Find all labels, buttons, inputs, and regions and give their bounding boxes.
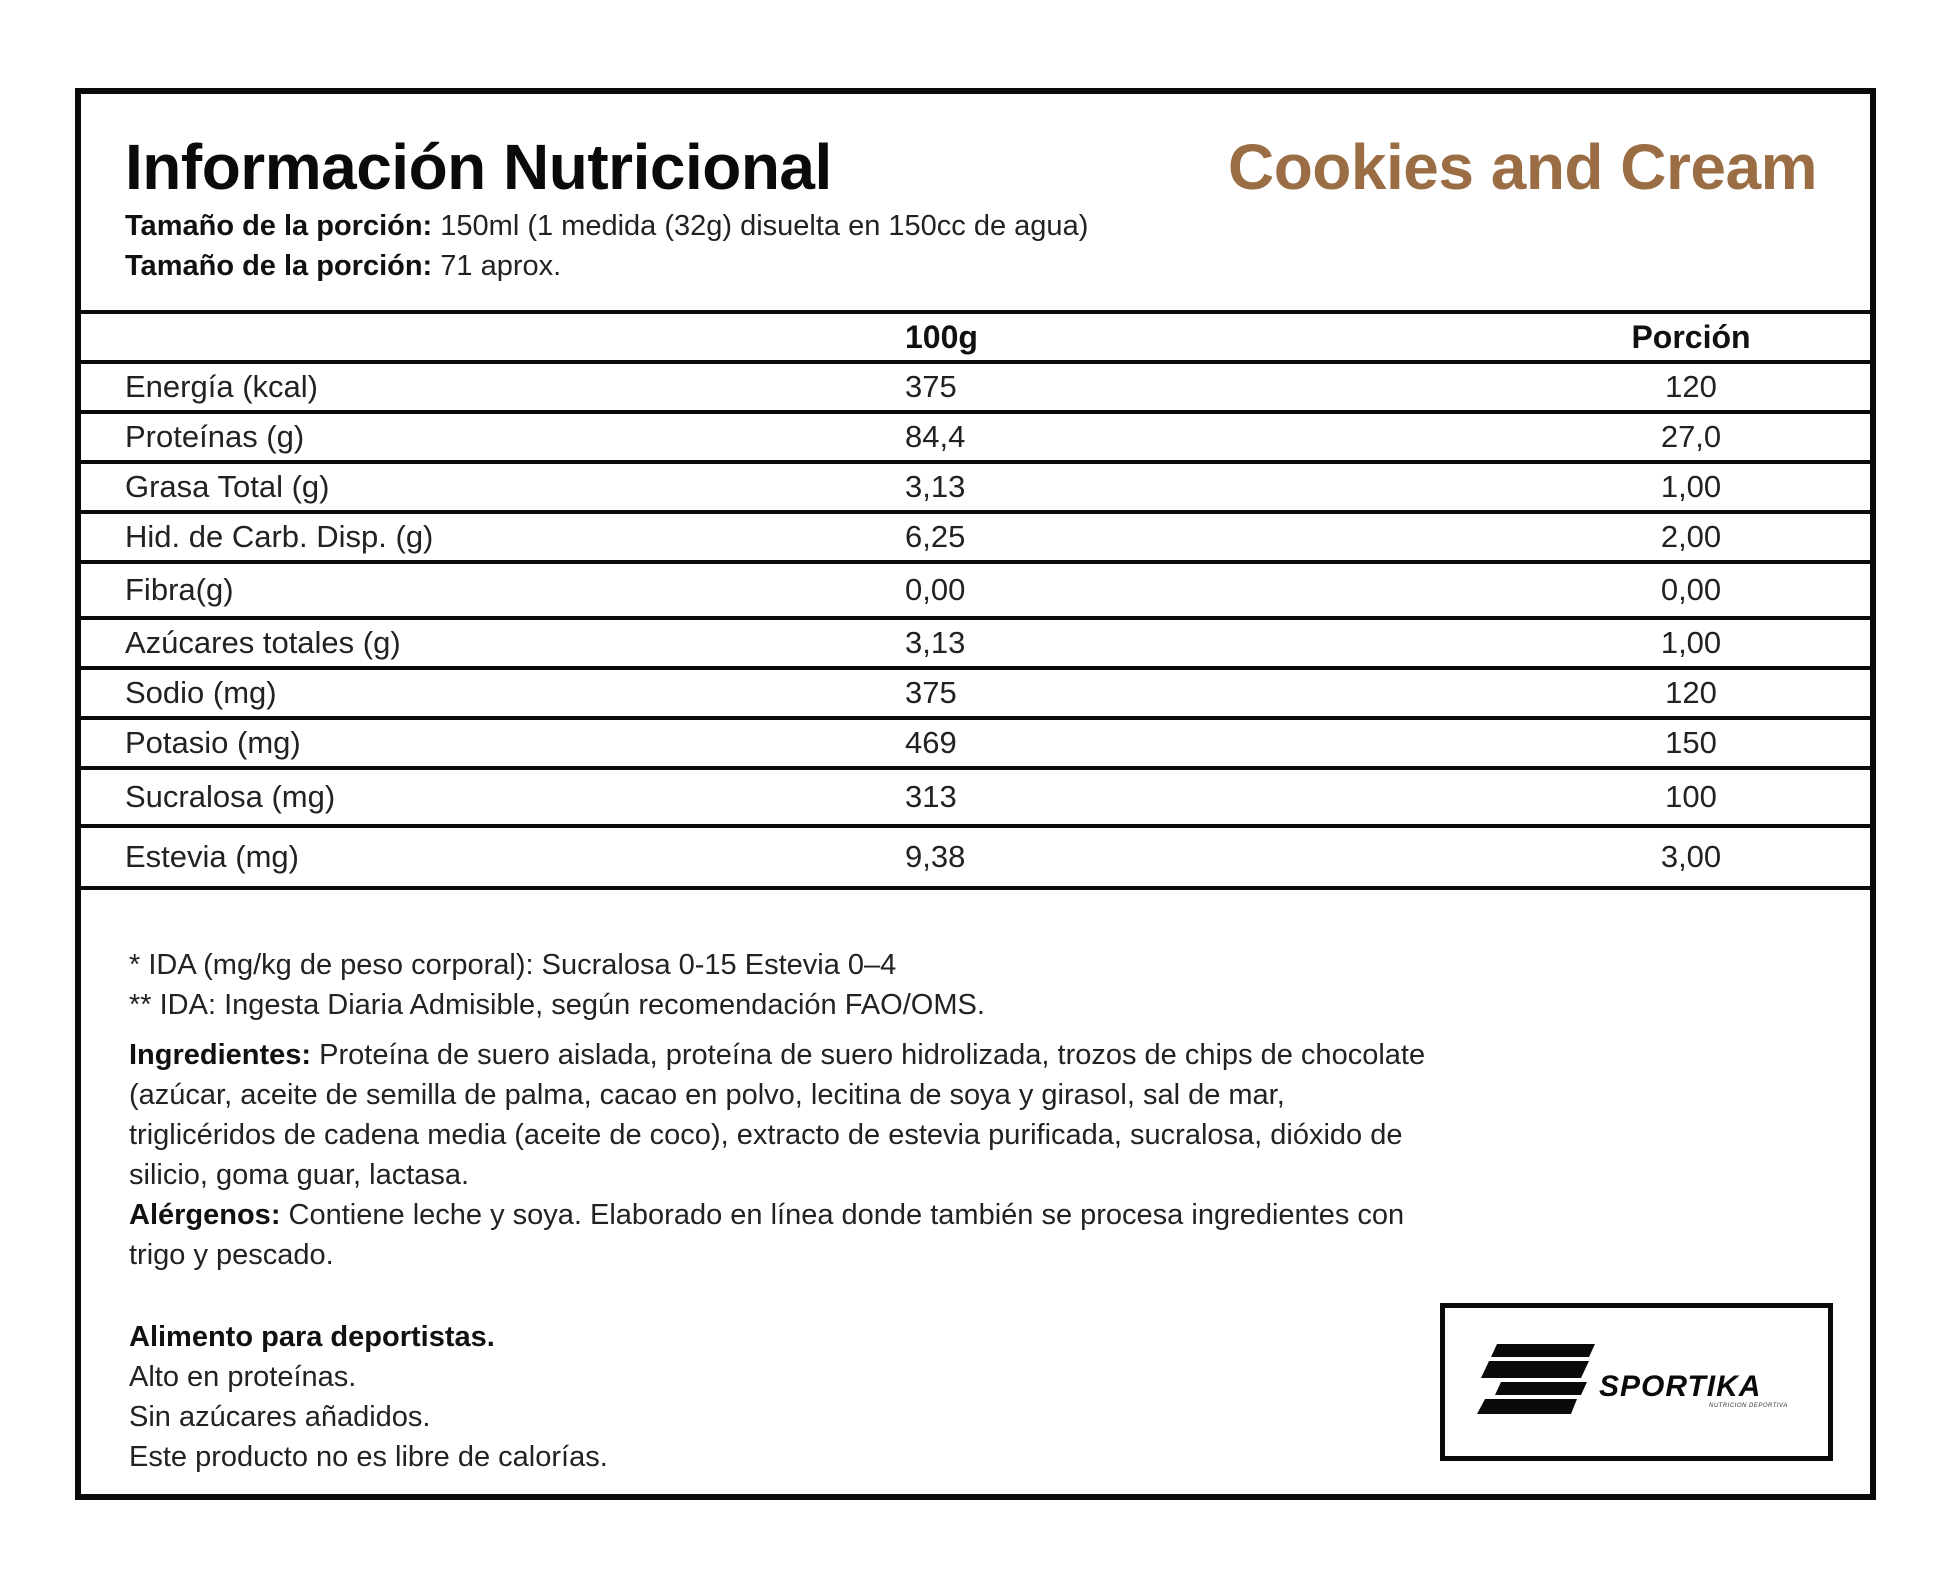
nutrient-name: Estevia (mg) [125, 839, 299, 874]
nutrient-per-portion: 100 [1665, 779, 1717, 814]
nutrient-per-portion: 150 [1665, 725, 1717, 760]
table-row [81, 824, 1870, 890]
nutrient-name: Potasio (mg) [125, 725, 301, 760]
table-row [81, 410, 1870, 460]
flavor-title: Cookies and Cream [1227, 131, 1817, 203]
page-title: Información Nutricional [125, 131, 832, 203]
nutrient-per-100g: 3,13 [905, 469, 966, 504]
nutrient-per-100g: 0,00 [905, 572, 966, 607]
table-row [81, 510, 1870, 560]
nutrition-table [81, 310, 1870, 890]
nutrient-per-100g: 313 [905, 779, 957, 814]
notes-section [129, 945, 1429, 1477]
table-row [81, 560, 1870, 616]
serving-size-label: Tamaño de la porción: [125, 210, 433, 242]
nutrient-per-100g: 375 [905, 675, 957, 710]
nutrient-name: Azúcares totales (g) [125, 625, 401, 660]
serving-size-value: 150ml (1 medida (32g) disuelta en 150cc de agua) [440, 210, 1089, 242]
food-type-title: Alimento para deportistas. [129, 1321, 495, 1353]
servings-count-line [125, 250, 561, 283]
ingredients-text: Proteína de suero aislada, proteína de suero hidrolizada, trozos de chips de chocolate (azúcar, aceite de semilla de palma, cacao en polvo, lecitina de soya y girasol, sal de mar, triglicéridos de cadena media (aceite de coco), extracto de estevia purificada, sucralosa, dióxido de silicio, goma guar, lactasa. [129, 1039, 1426, 1191]
table-row [81, 666, 1870, 716]
nutrient-per-portion: 27,0 [1660, 419, 1722, 454]
ingredients-label: Ingredientes: [129, 1039, 312, 1071]
nutrient-name: Proteínas (g) [125, 419, 305, 454]
nutrient-name: Grasa Total (g) [125, 469, 330, 504]
table-row [81, 616, 1870, 666]
servings-count-label: Tamaño de la porción: [125, 250, 433, 282]
nutrient-per-portion: 2,00 [1660, 519, 1722, 554]
nutrient-name: Sodio (mg) [125, 675, 277, 710]
nutrient-per-100g: 375 [905, 369, 957, 404]
brand-tagline: NUTRICION DEPORTIVA [1709, 1403, 1788, 1409]
nutrient-per-portion: 1,00 [1660, 469, 1722, 504]
claim-not-calorie-free: Este producto no es libre de calorías. [129, 1441, 608, 1473]
nutrient-per-portion: 1,00 [1660, 625, 1722, 660]
ida-note: * IDA (mg/kg de peso corporal): Sucralosa 0-15 Estevia 0–4 [129, 949, 897, 981]
table-row [81, 716, 1870, 766]
claim-no-added-sugar: Sin azúcares añadidos. [129, 1401, 431, 1433]
nutrient-per-portion: 120 [1665, 675, 1717, 710]
claim-high-protein: Alto en proteínas. [129, 1361, 357, 1393]
serving-size-line [125, 210, 1088, 243]
column-header-portion: Porción [1631, 318, 1751, 355]
nutrient-per-portion: 0,00 [1660, 572, 1722, 607]
table-row [81, 360, 1870, 410]
nutrient-per-portion: 3,00 [1660, 839, 1722, 874]
nutrient-per-portion: 120 [1665, 369, 1717, 404]
nutrient-name: Hid. de Carb. Disp. (g) [125, 519, 434, 554]
allergens-paragraph [129, 1195, 1429, 1275]
brand-logo-box [1440, 1303, 1833, 1461]
nutrient-per-100g: 84,4 [905, 419, 966, 454]
nutrient-name: Fibra(g) [125, 572, 234, 607]
ingredients-paragraph [129, 1035, 1429, 1195]
nutrient-name: Sucralosa (mg) [125, 779, 336, 814]
allergens-label: Alérgenos: [129, 1199, 281, 1231]
table-row [81, 460, 1870, 510]
nutrient-per-100g: 469 [905, 725, 957, 760]
table-header-row [81, 310, 1870, 360]
column-header-100g: 100g [905, 318, 978, 355]
allergens-text: Contiene leche y soya. Elaborado en línea donde también se procesa ingredientes con trigo y pescado. [129, 1199, 1405, 1271]
table-row [81, 766, 1870, 824]
nutrient-name: Energía (kcal) [125, 369, 318, 404]
ida-definition-note: ** IDA: Ingesta Diaria Admisible, según recomendación FAO/OMS. [129, 989, 985, 1021]
nutrient-per-100g: 9,38 [905, 839, 966, 874]
servings-count-value: 71 aprox. [440, 250, 562, 282]
brand-name: SPORTIKA [1599, 1370, 1762, 1403]
nutrient-per-100g: 6,25 [905, 519, 966, 554]
sportika-s-logo-icon [1477, 1344, 1597, 1416]
nutrient-per-100g: 3,13 [905, 625, 966, 660]
